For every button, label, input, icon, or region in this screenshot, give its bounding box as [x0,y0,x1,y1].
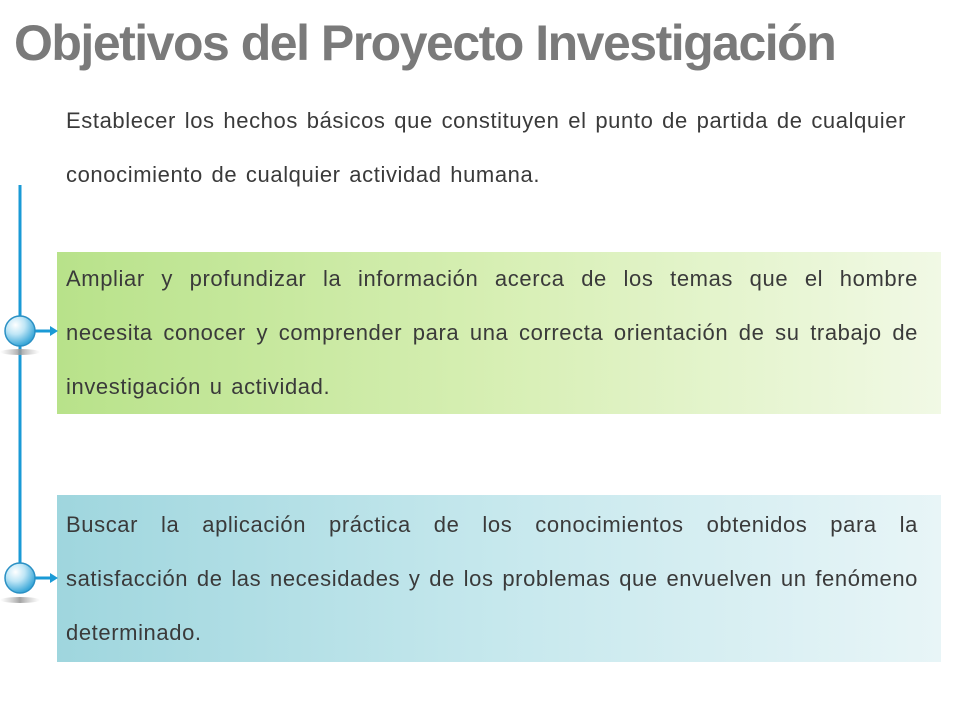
objective-3-text: Buscar la aplicación práctica de los conocimientos obtenidos para la satisfacción de las necesidades y de los problemas que envuelven un fenómeno determinado. [66,512,918,645]
timeline-node-2 [5,563,35,593]
arrow-right-icon [50,573,58,583]
node-shadow-2 [0,597,40,603]
timeline-connector [0,0,100,720]
timeline-node-1 [5,316,35,346]
node-shadow-1 [0,349,40,355]
objective-2-text: Ampliar y profundizar la información acerca de los temas que el hombre necesita conocer y comprender para una correcta orientación de su trabajo de investigación u actividad. [66,266,918,399]
arrow-right-icon [50,326,58,336]
objective-1-text: Establecer los hechos básicos que constituyen el punto de partida de cualquier conocimiento de cualquier actividad humana. [66,108,906,187]
slide-title: Objetivos del Proyecto Investigación [14,15,836,71]
